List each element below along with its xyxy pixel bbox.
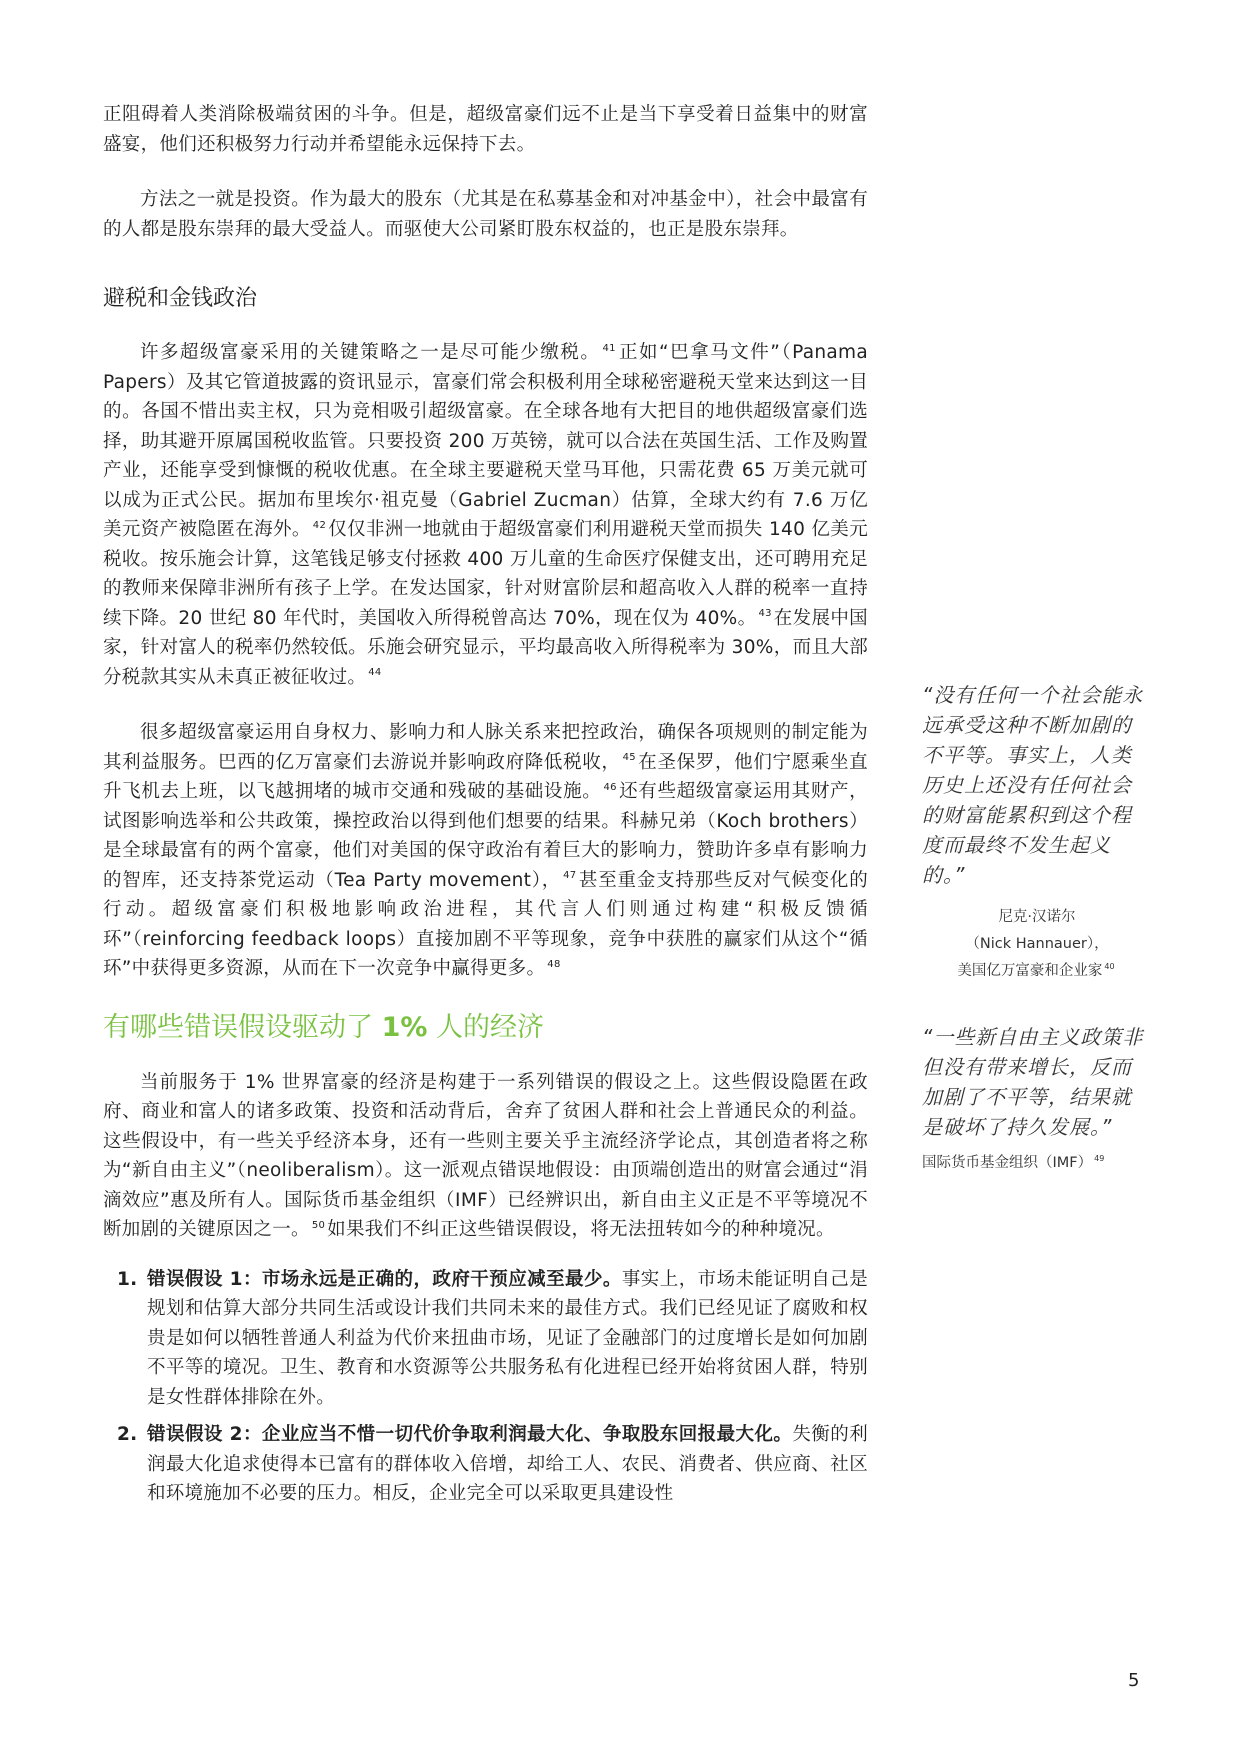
footnote-ref: 46 xyxy=(603,781,617,793)
text-segment: 当前服务于 1% 世界富豪的经济是构建于一系列错误的假设之上。这些假设隐匿在政府、商业和富人的诸多政策、投资和活动背后，舍弃了贫困人群和社会上普通民众的利益。这些假设中，有一些关乎经济本身，还有一些则主要关乎主流经济学论点，其创造者将之称为“新自由主义”（neoliberalism）。这一派观点错误地假设：由顶端创造出的财富会通过“涓滴效应”惠及所有人。国际货币基金组织（IMF）已经辨识出，新自由主义正是不平等境况不断加剧的关键原因之一。 xyxy=(103,1071,868,1240)
quote-attribution xyxy=(922,1150,1152,1177)
list-item xyxy=(103,1265,868,1413)
footnote-ref: 42 xyxy=(312,519,327,531)
footnote-ref: 43 xyxy=(758,608,772,620)
footnote-ref: 44 xyxy=(368,667,382,679)
section-title-before: 有哪些错误假设驱动了 xyxy=(103,1011,382,1043)
attribution-source: 国际货币基金组织（IMF） xyxy=(922,1155,1093,1171)
sidebar-quote-hannauer xyxy=(922,680,1152,985)
text-segment: 很多超级富豪运用自身权力、影响力和人脉关系来把控政治，确保各项规则的制定能为其利益服务。巴西的亿万富豪们去游说并影响政府降低税收， xyxy=(103,722,868,773)
section-title-after: 人的经济 xyxy=(427,1011,545,1043)
footnote-ref: 47 xyxy=(563,870,577,882)
paragraph-tax-avoidance xyxy=(103,338,868,692)
list-item-lead: 错误假设 1：市场永远是正确的，政府干预应减至最少。 xyxy=(147,1268,622,1290)
list-item xyxy=(103,1420,868,1509)
text-segment: 在圣保罗，他们宁愿乘坐直升飞机去上班，以飞越拥堵的城市交通和残破的基础设施。 xyxy=(103,751,868,802)
list-item-text: 事实上，市场未能证明自己是规划和估算大部分共同生活或设计我们共同未来的最佳方式。我们已经见证了腐败和权贵是如何以牺牲普通人利益为代价来扭曲市场，见证了金融部门的过度增长是如何加剧不平等的境况。卫生、教育和水资源等公共服务私有化进程已经开始将贫困人群，特别是女性群体排除在外。 xyxy=(147,1268,868,1408)
sidebar-quote-imf xyxy=(922,1022,1152,1177)
list-item-lead: 错误假设 2：企业应当不惜一切代价争取利润最大化、争取股东回报最大化。 xyxy=(147,1424,793,1445)
text-segment: 还有些超级富豪运用其财产，试图影响选举和公共政策，操控政治以得到他们想要的结果。科赫兄弟（Koch brothers）是全球最富有的两个富豪，他们对美国的保守政治有着巨大的影响力，赞助许多卓有影响力的智库，还支持茶党运动（Tea Party movement）， xyxy=(103,781,868,891)
text-segment: 许多超级富豪采用的关键策略之一是尽可能少缴税。 xyxy=(140,342,601,363)
paragraph-investment: 方法之一就是投资。作为最大的股东（尤其是在私募基金和对冲基金中），社会中最富有的人都是股东崇拜的最大受益人。而驱使大公司紧盯股东权益的，也正是股东崇拜。 xyxy=(103,189,868,240)
false-assumptions-list xyxy=(103,1265,868,1509)
paragraph-neoliberalism xyxy=(103,1068,868,1245)
footnote-ref: 48 xyxy=(547,958,561,970)
main-column xyxy=(103,100,868,1517)
text-segment: 如果我们不纠正这些错误假设，将无法扭转如今的种种境况。 xyxy=(327,1219,835,1240)
section-title-percent: 1% xyxy=(381,1011,428,1043)
paragraph-intro-continued: 正阻碍着人类消除极端贫困的斗争。但是，超级富豪们远不止是当下享受着日益集中的财富盛宴，他们还积极努力行动并希望能永远保持下去。 xyxy=(103,104,868,155)
attribution-name: 尼克·汉诺尔 xyxy=(998,909,1076,925)
footnote-ref: 41 xyxy=(602,342,616,354)
text-segment: 甚至重金支持那些反对气候变化的行动。超级富豪们积极地影响政治进程，其代言人们则通过构建“积极反馈循环”（reinforcing feedback loops）直接加剧不平等现象，竞争中获胜的赢家们从这个“循环”中获得更多资源，从而在下一次竞争中赢得更多。 xyxy=(103,869,868,979)
footnote-ref: 50 xyxy=(311,1219,326,1231)
page-number: 5 xyxy=(1128,1670,1140,1691)
attribution-role xyxy=(922,958,1152,985)
quote-attribution xyxy=(922,904,1152,985)
text-segment: 正如“巴拿马文件”（Panama Papers）及其它管道披露的资讯显示，富豪们常会积极利用全球秘密避税天堂来达到这一目的。各国不惜出卖主权，只为竞相吸引超级富豪。在全球各地有大把目的地供超级富豪们选择，助其避开原属国税收监管。只要投资 200 万英镑，就可以合法在英国生活、工作及购置产业，还能享受到慷慨的税收优惠。在全球主要避税天堂马耳他，只需花费 65 万美元就可以成为正式公民。据加布里埃尔·祖克曼（Gabriel Zucman）估算，全球大约有 7.6 万亿美元资产被隐匿在海外。 xyxy=(103,342,868,540)
footnote-ref: 40 xyxy=(1104,962,1115,972)
pull-quote: “一些新自由主义政策非但没有带来增长，反而加剧了不平等，结果就是破坏了持久发展。” xyxy=(922,1025,1144,1139)
text-segment: 在发展中国家，针对富人的税率仍然较低。乐施会研究显示，平均最高收入所得税率为 30%，而且大部分税款其实从未真正被征收过。 xyxy=(103,607,868,688)
attribution-name-en: （Nick Hannauer）， xyxy=(965,936,1109,952)
footnote-ref: 49 xyxy=(1094,1154,1105,1164)
pull-quote: “没有任何一个社会能永远承受这种不断加剧的不平等。事实上，人类历史上还没有任何社会的财富能累积到这个程度而最终不发生起义的。” xyxy=(922,683,1144,887)
paragraph-money-politics xyxy=(103,718,868,984)
list-item-text: 失衡的利润最大化追求使得本已富有的群体收入倍增，却给工人、农民、消费者、供应商、社区和环境施加不必要的压力。相反，企业完全可以采取更具建设性 xyxy=(147,1424,868,1504)
section-title-false-assumptions xyxy=(103,1010,868,1046)
footnote-ref: 45 xyxy=(622,752,636,764)
list-item-number: 1. xyxy=(117,1268,138,1290)
attribution-role-text: 美国亿万富豪和企业家 xyxy=(957,963,1103,979)
subheading-tax-avoidance: 避税和金钱政治 xyxy=(103,286,258,311)
list-item-number: 2. xyxy=(117,1424,138,1445)
text-segment: 仅仅非洲一地就由于超级富豪们利用避税天堂而损失 140 亿美元税收。按乐施会计算，这笔钱足够支付拯救 400 万儿童的生命医疗保健支出，还可聘用充足的教师来保障非洲所有孩子上学。在发达国家，针对财富阶层和超高收入人群的税率一直持续下降。20 世纪 80 年代时，美国收入所得税曾高达 70%，现在仅为 40%。 xyxy=(103,519,869,629)
